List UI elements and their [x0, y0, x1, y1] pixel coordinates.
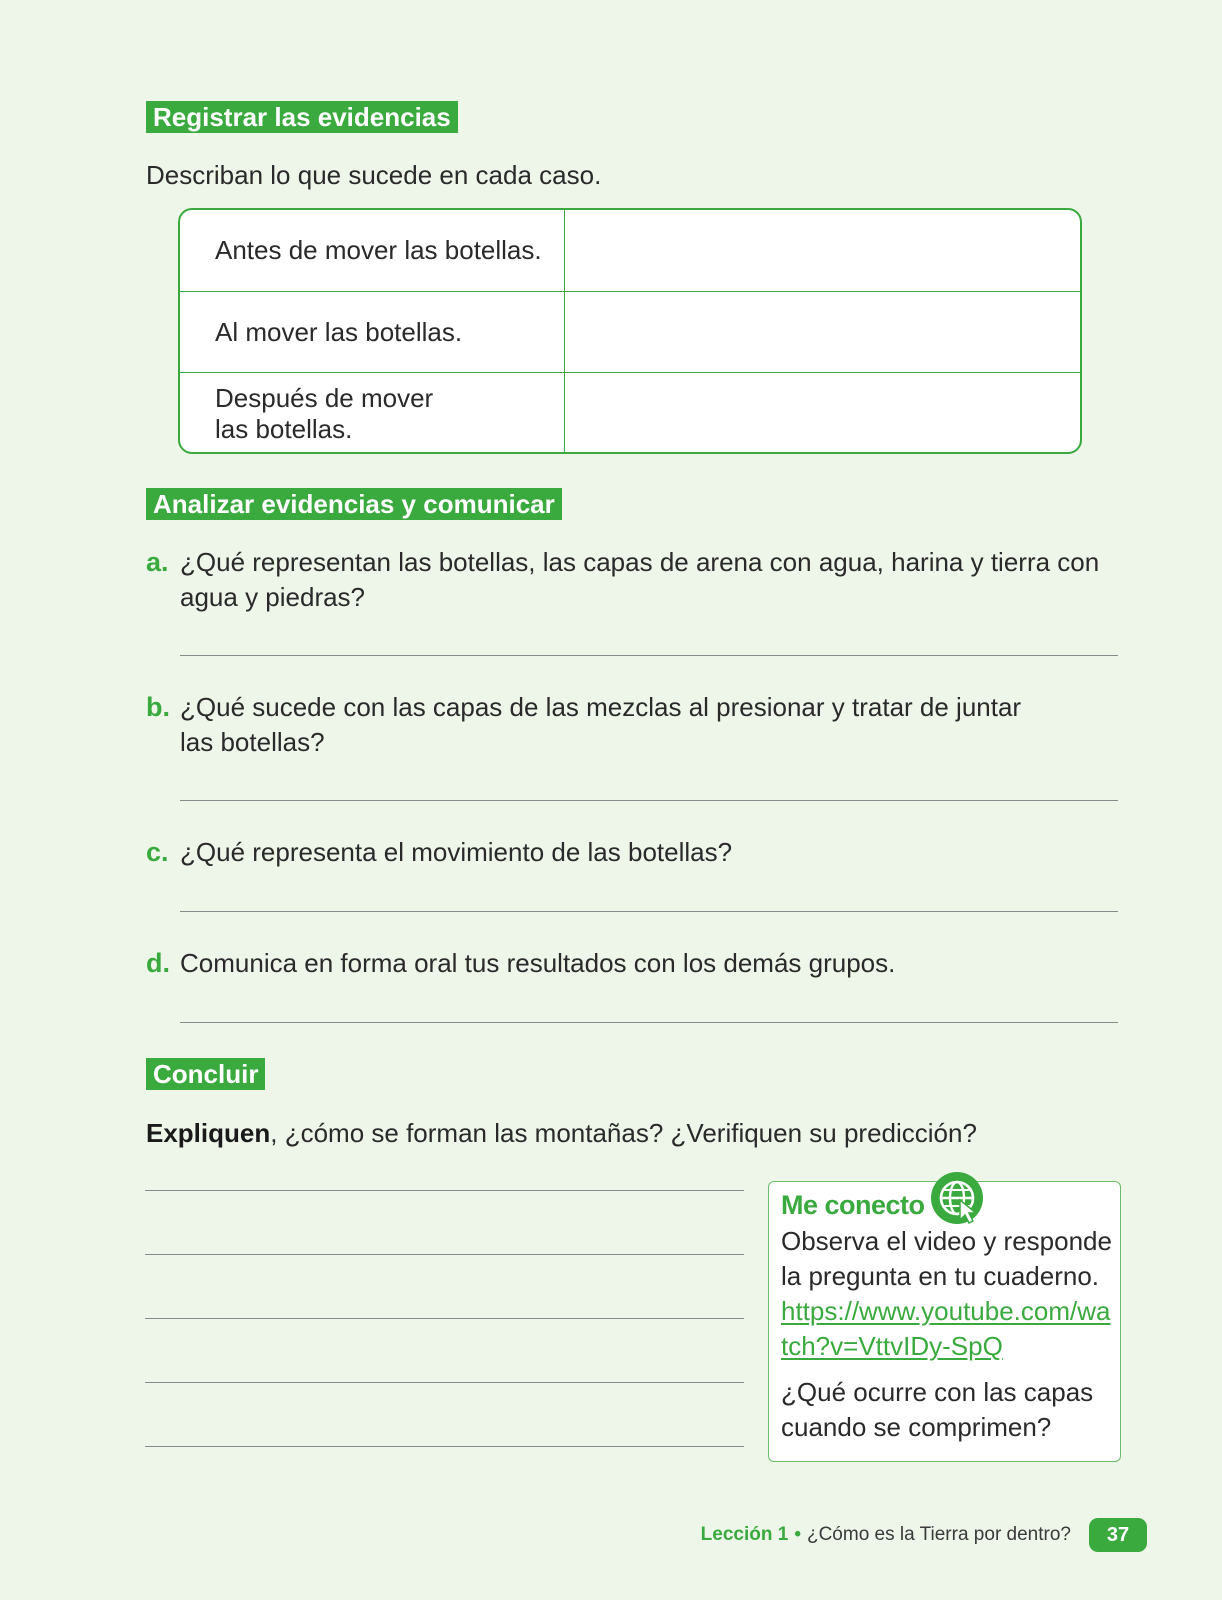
section-title-registrar: Registrar las evidencias	[146, 101, 458, 133]
me-conecto-intro: Observa el video y responde la pregunta en tu cuaderno.	[781, 1226, 1112, 1291]
me-conecto-box	[768, 1181, 1121, 1462]
footer-lesson: Lección 1	[700, 1524, 789, 1545]
evidence-row-answer-cell[interactable]	[565, 292, 1080, 373]
question-text: ¿Qué representa el movimiento de las botellas?	[180, 837, 733, 867]
evidence-row	[180, 210, 1080, 291]
video-link[interactable]: https://www.youtube.com/watch?v=VttvIDy-SpQ	[781, 1296, 1111, 1361]
evidence-row-label: Al mover las botellas.	[180, 292, 565, 373]
question-letter: a.	[146, 547, 169, 577]
question-text: Comunica en forma oral tus resultados con los demás grupos.	[180, 948, 896, 978]
page-number: 37	[1089, 1518, 1147, 1552]
evidence-row	[180, 291, 1080, 373]
me-conecto-question: ¿Qué ocurre con las capas cuando se comprimen?	[781, 1377, 1094, 1442]
conclusion-bold-word: Expliquen	[146, 1118, 271, 1148]
footer-topic: ¿Cómo es la Tierra por dentro?	[806, 1524, 1071, 1545]
conclusion-line[interactable]	[145, 1382, 744, 1383]
section-title-analizar: Analizar evidencias y comunicar	[146, 488, 562, 520]
conclusion-line[interactable]	[145, 1446, 744, 1447]
section-title-concluir: Concluir	[146, 1058, 265, 1090]
conclusion-line[interactable]	[145, 1254, 744, 1255]
question-text: ¿Qué sucede con las capas de las mezclas al presionar y tratar de juntar las botellas?	[180, 692, 1022, 757]
me-conecto-title: Me conecto	[781, 1190, 925, 1220]
evidence-row	[180, 372, 1080, 454]
evidence-row-answer-cell[interactable]	[565, 210, 1080, 291]
question-letter: d.	[146, 948, 170, 978]
evidence-table	[178, 208, 1082, 454]
conclusion-line[interactable]	[145, 1190, 744, 1191]
question-text: ¿Qué representan las botellas, las capas de arena con agua, harina y tierra con agua y piedras?	[180, 547, 1100, 612]
question-letter: c.	[146, 837, 169, 867]
evidence-row-answer-cell[interactable]	[565, 373, 1080, 454]
question-letter: b.	[146, 692, 170, 722]
registrar-instruction: Describan lo que sucede en cada caso.	[146, 160, 602, 190]
evidence-row-label: Después de mover las botellas.	[180, 373, 565, 454]
conclusion-rest: , ¿cómo se forman las montañas? ¿Verifiquen su predicción?	[270, 1118, 977, 1148]
answer-line[interactable]	[180, 1022, 1118, 1023]
globe-cursor-icon	[929, 1170, 985, 1226]
answer-line[interactable]	[180, 911, 1118, 912]
conclusion-line[interactable]	[145, 1318, 744, 1319]
answer-line[interactable]	[180, 800, 1118, 801]
evidence-row-label: Antes de mover las botellas.	[180, 210, 565, 291]
answer-line[interactable]	[180, 655, 1118, 656]
footer-bullet: •	[794, 1524, 801, 1545]
page-footer	[701, 1518, 1147, 1552]
conclusion-prompt	[146, 1116, 977, 1150]
